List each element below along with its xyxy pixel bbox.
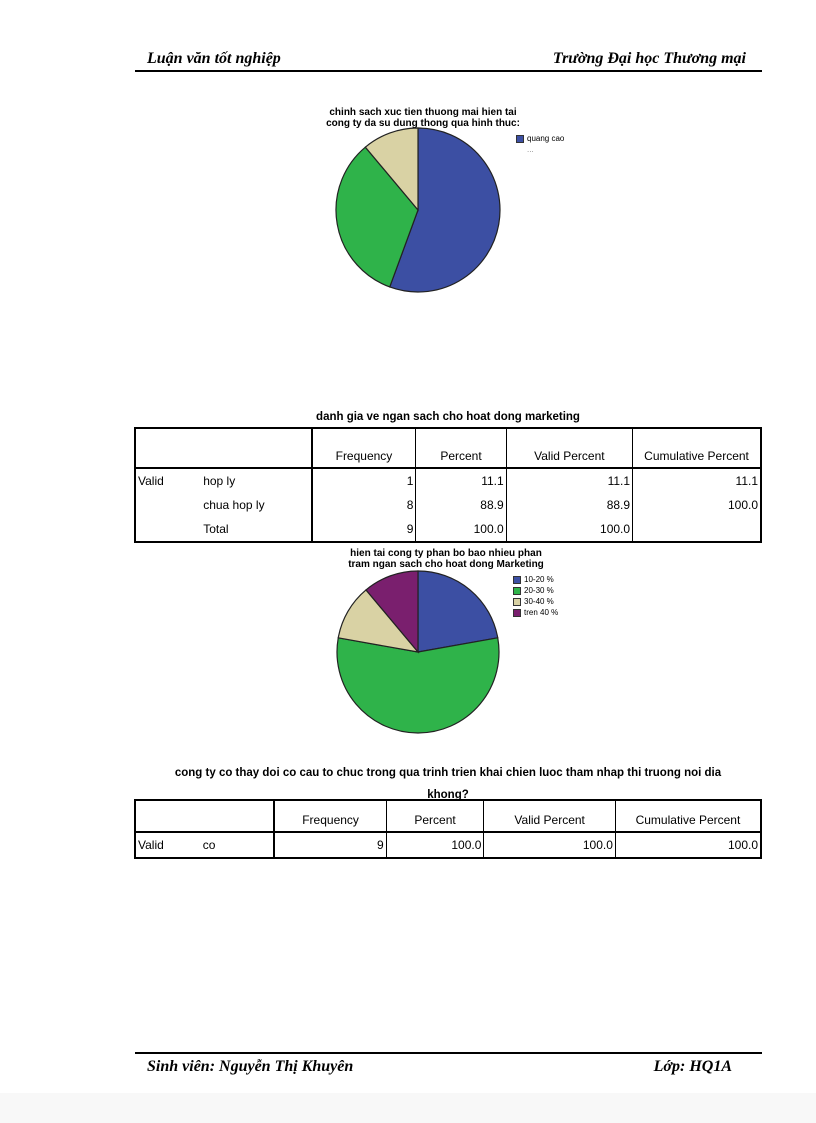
legend-swatch bbox=[513, 576, 521, 584]
cell: 88.9 bbox=[506, 493, 632, 517]
table-header: Cumulative Percent bbox=[633, 428, 761, 468]
cell: 88.9 bbox=[416, 493, 506, 517]
header-university-label: Trường Đại học Thương mại bbox=[552, 50, 746, 67]
header-thesis-label: Luận văn tốt nghiệp bbox=[147, 50, 281, 67]
chart1-title-line2: cong ty da su dung thong qua hinh thuc: bbox=[326, 118, 520, 129]
table2-title-line1: cong ty co thay doi co cau to chuc trong qua trinh trien khai chien luoc tham nhap thi truong noi dia bbox=[174, 767, 722, 779]
cell: 100.0 bbox=[506, 517, 632, 542]
legend-swatch bbox=[516, 146, 524, 154]
legend-swatch bbox=[513, 598, 521, 606]
legend-label: 30-40 % bbox=[524, 597, 554, 606]
table-row bbox=[135, 468, 761, 493]
table-row bbox=[135, 517, 761, 542]
table-header: Valid Percent bbox=[506, 428, 632, 468]
chart1-legend bbox=[516, 133, 564, 155]
legend-item bbox=[513, 585, 558, 596]
cell: 100.0 bbox=[615, 832, 761, 858]
row-label: co bbox=[202, 838, 216, 852]
chart2-title-line2: tram ngan sach cho hoat dong Marketing bbox=[348, 559, 544, 570]
row-label: chua hop ly bbox=[203, 498, 265, 512]
footer-class-label: Lớp: HQ1A bbox=[653, 1058, 732, 1075]
chart2-title-line1: hien tai cong ty phan bo bao nhieu phan bbox=[350, 548, 542, 559]
legend-label: quang cao bbox=[527, 134, 565, 143]
table-header: Frequency bbox=[312, 428, 416, 468]
legend-label: ... bbox=[527, 145, 534, 154]
cell: 8 bbox=[312, 493, 416, 517]
group-label-empty bbox=[135, 517, 201, 542]
table-row bbox=[135, 832, 761, 858]
legend-item bbox=[516, 133, 564, 144]
legend-item bbox=[513, 607, 558, 618]
legend-item bbox=[513, 596, 558, 607]
legend-item bbox=[516, 144, 564, 155]
table-corner bbox=[135, 428, 312, 468]
group-label: Valid bbox=[138, 474, 164, 488]
page-header bbox=[135, 48, 762, 72]
table2 bbox=[134, 799, 762, 859]
legend-label: tren 40 % bbox=[524, 608, 559, 617]
table-header: Valid Percent bbox=[484, 800, 616, 832]
legend-label: 10-20 % bbox=[524, 575, 554, 584]
cell: 11.1 bbox=[416, 468, 506, 493]
group-label-empty bbox=[135, 493, 201, 517]
table-row bbox=[135, 493, 761, 517]
chart1-pie bbox=[332, 126, 504, 294]
legend-swatch bbox=[516, 135, 524, 143]
cell bbox=[633, 517, 761, 542]
table2-title-line2: khong? bbox=[427, 789, 469, 801]
table-header: Percent bbox=[416, 428, 506, 468]
cell: 9 bbox=[312, 517, 416, 542]
page-footer bbox=[135, 1052, 762, 1080]
table1 bbox=[134, 427, 762, 543]
legend-label: 20-30 % bbox=[524, 586, 554, 595]
table-header: Cumulative Percent bbox=[615, 800, 761, 832]
cell: 100.0 bbox=[484, 832, 616, 858]
table2-header-row bbox=[135, 800, 761, 832]
table-header: Percent bbox=[386, 800, 484, 832]
cell: 9 bbox=[274, 832, 386, 858]
cell: 11.1 bbox=[506, 468, 632, 493]
row-label: hop ly bbox=[203, 474, 236, 488]
table-header: Frequency bbox=[274, 800, 386, 832]
table1-header-row bbox=[135, 428, 761, 468]
cell: 100.0 bbox=[416, 517, 506, 542]
legend-swatch bbox=[513, 609, 521, 617]
legend-item bbox=[513, 574, 558, 585]
cell: 11.1 bbox=[633, 468, 761, 493]
chart2-title bbox=[318, 548, 574, 570]
group-label: Valid bbox=[138, 838, 164, 852]
cell: 1 bbox=[312, 468, 416, 493]
chart2-legend bbox=[513, 574, 558, 618]
footer-student-label: Sinh viên: Nguyễn Thị Khuyên bbox=[147, 1058, 354, 1075]
row-label: Total bbox=[203, 522, 229, 536]
chart2-pie bbox=[332, 569, 504, 735]
cell: 100.0 bbox=[633, 493, 761, 517]
legend-swatch bbox=[513, 587, 521, 595]
cell: 100.0 bbox=[386, 832, 484, 858]
table1-title: danh gia ve ngan sach cho hoat dong marketing bbox=[316, 411, 580, 423]
table-corner bbox=[135, 800, 274, 832]
page-bottom-band bbox=[0, 1093, 816, 1123]
chart1-title-line1: chinh sach xuc tien thuong mai hien tai bbox=[329, 107, 517, 118]
